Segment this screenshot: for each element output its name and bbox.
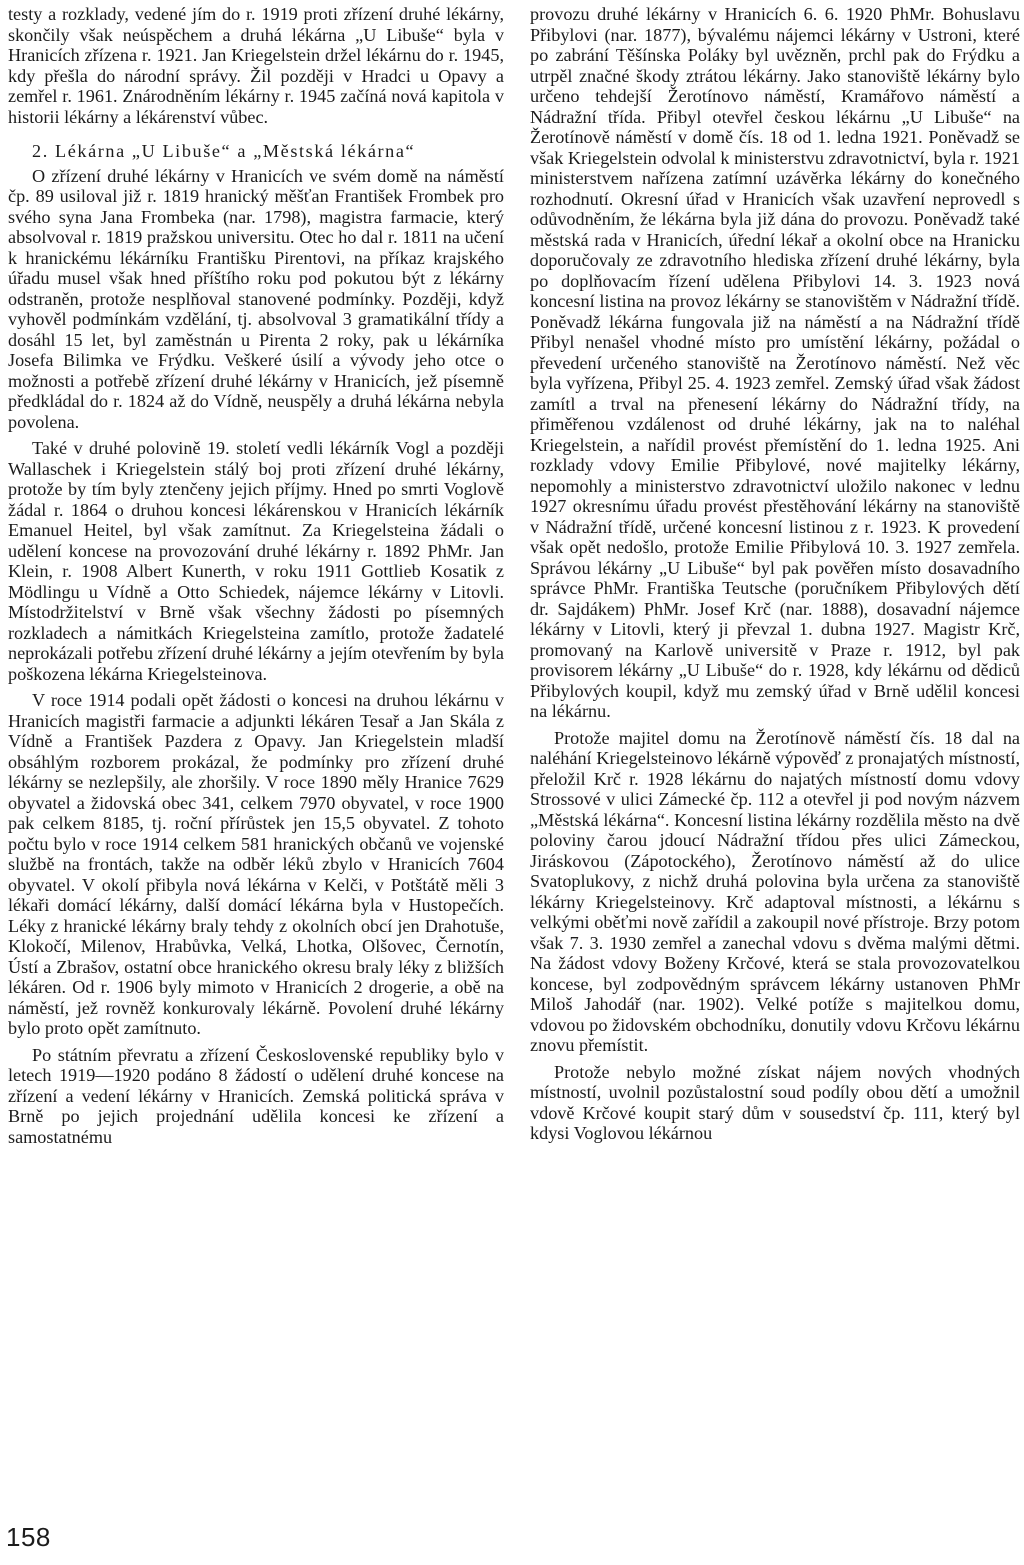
paragraph: testy a rozklady, vedené jím do r. 1919 proti zřízení druhé lékárny, skončily však neúspěchem a druhá lékárna „U Libuše“ byla v Hranicích zřízena r. 1921. Jan Kriegelstein držel lékárnu do r. 1945, kdy přešla do národní správy. Žil později v Hradci u Opavy a zemřel r. 1961. Znárodněním lékárny r. 1945 začíná nová kapitola v historii lékárny a lékárenství vůbec. — [8, 4, 504, 127]
paragraph: provozu druhé lékárny v Hranicích 6. 6. 1920 PhMr. Bohuslavu Přibylovi (nar. 1877), bývalému nájemci lékárny v Ustroni, které po zabrání Těšínska Poláky byl uvězněn, prchl pak do Frýdku a utrpěl značné škody ztrátou lékárny. Jako stanoviště lékárny bylo určeno tehdejší Žerotínovo náměstí, Kramářovo náměstí a Nádražní třída. Přibyl otevřel českou lékárnu „U Libuše“ na Žerotínově náměstí v domě čís. 18 od 1. ledna 1921. Poněvadž se však Kriegelstein odvolal k ministerstvu zdravotnictví, byla r. 1921 ministerstvem nařízena zatímní uzávěrka lékárny do konečného rozhodnutí. Okresní úřad v Hranicích však uzavření neprovedl s odůvodněním, že lékárna byla již dána do provozu. Poněvadž také městská rada v Hranicích, úřední lékař a okolní obce na Hranicku doporučovaly ze zdravotního hlediska zřízení druhé lékárny, byla po doplňovacím řízení udělena Přibylovi 14. 3. 1923 nová koncesní listina na provoz lékárny se stanovištěm v Nádražní třídě. Poněvadž lékárna fungovala již na náměstí a na Nádražní třídě Přibyl nenašel vhodné místo pro umístění lékárny, požádal o převedení určeného stanoviště na Žerotínovo náměstí. Než věc byla vyřízena, Přibyl 25. 4. 1923 zemřel. Zemský úřad však žádost zamítl a trval na přenesení lékárny do Nádražní třídy, na přiměřenou vzdálenost od druhé lékárny, jak na to naléhal Kriegelstein, a nařídil provést přemístění do 1. ledna 1925. Ani rozklady vdovy Emilie Přibylové, nové majitelky lékárny, nepomohly a ministerstvo zdravotnictví uložilo nakonec v lednu 1927 okresnímu úřadu provést přestěhování lékárny na stanoviště v Nádražní třídě, určené koncesní listinou z r. 1923. K provedení však opět nedošlo, protože Emilie Přibylová 10. 3. 1927 zemřela. Správou lékárny „U Libuše“ byl pak pověřen místo dosavadního správce PhMr. Františka Teutsche (poručníkem Přibylových dětí dr. Sajdákem) PhMr. Josef Krč (nar. 1888), dosavadní nájemce lékárny v Litovli, který ji převzal 1. dubna 1927. Magistr Krč, promovaný na Karlově universitě v Praze r. 1912, byl pak provisorem lékárny „U Libuše“ do r. 1928, kdy lékárnu od dědiců Přibylových koupil, když mu zemský úřad v Brně udělil koncesi na lékárnu. — [530, 4, 1020, 721]
paragraph: Také v druhé polovině 19. století vedli lékárník Vogl a později Wallaschek i Kriegelstein stálý boj proti zřízení druhé lékárny, protože by tím byly ztenčeny jejich příjmy. Hned po smrti Voglově žádal r. 1864 o druhou koncesi lékárenskou v Hranicích lékárník Emanuel Heitel, byl však zamítnut. Za Kriegelsteina žádali o udělení koncese na provozování druhé lékárny r. 1892 PhMr. Jan Klein, r. 1908 Albert Kunerth, v roku 1911 Gottlieb Kosatik z Mödlingu u Vídně a Otto Schiedek, nájemce lékárny v Litovli. Místodržitelství v Brně však všechny žádosti po písemných rozkladech a námitkách Kriegelsteina zamítlo, protože žadatelé neprokázali potřebu zřízení druhé lékárny a jejím otevřením by byla poškozena lékárna Kriegelsteinova. — [8, 438, 504, 684]
page-number: 158 — [6, 1522, 51, 1552]
paragraph: O zřízení druhé lékárny v Hranicích ve svém domě na náměstí čp. 89 usiloval již r. 1819 hranický měšťan František Frombek pro svého syna Jana Frombeka (nar. 1798), magistra farmacie, který absolvoval r. 1819 pražskou universitu. Otec ho dal r. 1811 na učení k hranickému lékárníku Františku Pirentovi, na příkaz krajského úřadu musel však hned příštího roku pod pokutou být z lékárny odstraněn, protože nesplňoval stanovené podmínky. Později, když vyhověl podmínkám vzdělání, tj. absolvoval 3 gramatikální třídy a dosáhl 15 let, byl zaměstnán u Pirenta 2 roky, pak u lékárníka Josefa Bilimka ve Frýdku. Veškeré úsilí a vývody jeho otce o možnosti a potřebě zřízení druhé lékárny v Hranicích, jež písemně předkládal do r. 1824 až do Vídně, neuspěly a druhá lékárna nebyla povolena. — [8, 165, 504, 432]
paragraph: V roce 1914 podali opět žádosti o koncesi na druhou lékárnu v Hranicích magistři farmacie a adjunkti lékáren Tesař a Jan Skála z Vídně a František Pazdera z Opavy. Jan Kriegelstein mladší obsáhlým rozborem prokázal, že podmínky pro zřízení druhé lékárny se nezlepšily, ale zhoršily. V roce 1890 měly Hranice 7629 obyvatel a židovská obec 341, celkem 7970 obyvatel, v roce 1900 pak celkem 8185, tj. roční přírůstek jen 15,5 obyvatel. Z tohoto počtu bylo v roce 1914 celkem 581 hranických občanů ve vojenské službě na frontách, takže na odběr léků zbylo v Hranicích 7604 obyvatel. V okolí přibyla nová lékárna v Kelči, v Potštátě měli 3 lékaři domácí lékárny, další domácí lékárna byla v Hustopečích. Léky z hranické lékárny braly tehdy z okolních obcí jen Drahotuše, Klokočí, Milenov, Hrabůvka, Velká, Lhotka, Olšovec, Černotín, Ústí a Zbrašov, ostatní obce hranického okresu braly léky z bližších lékáren. Od r. 1906 byly mimoto v Hranicích 2 drogerie, a obě na náměstí, jež rovněž konkurovaly lékárně. Povolení druhé lékárny bylo proto opět zamítnuto. — [8, 690, 504, 1038]
left-column — [8, 4, 504, 1147]
paragraph: Protože majitel domu na Žerotínově náměstí čís. 18 dal na naléhání Kriegelsteinovo lékárně výpověď z pronajatých místností, přeložil Krč r. 1928 lékárnu do najatých místností domu vdovy Strossové v ulici Zámecké čp. 112 a otevřel ji pod novým názvem „Městská lékárna“. Koncesní listina lékárny rozdělila město na dvě poloviny čarou jdoucí Nádražní třídou přes ulici Zámeckou, Jiráskovou (Zápotockého), Žerotínovo náměstí až do ulice Svatoplukovy, z nichž druhá polovina byla určena za stanoviště lékárny Kriegelsteinovy. Krč adaptoval místnosti, a lékárnu s velkými oběťmi nově zařídil a zakoupil nové přístroje. Brzy potom však 7. 3. 1930 zemřel a zanechal vdovu s dvěma malými dětmi. Na žádost vdovy Boženy Krčové, která se stala provozovatelkou koncese, byl zodpovědným správcem lékárny ustanoven PhMr Miloš Jahodář (nar. 1902). Velké potíže s majitelkou domu, vdovou po židovském obchodníku, donutily vdovu Krčovu lékárnu znovu přemístit. — [530, 727, 1020, 1055]
paragraph: Po státním převratu a zřízení Československé republiky bylo v letech 1919—1920 podáno 8 žádostí o udělení druhé koncese na zřízení a vedení lékárny v Hranicích. Zemská politická správa v Brně po jejich projednání udělila koncesi ke zřízení a samostatnému — [8, 1044, 504, 1147]
paragraph: Protože nebylo možné získat nájem nových vhodných místností, uvolnil pozůstalostní soud podíly obou dětí a umožnil vdově Krčové koupit starý dům v sousedství čp. 111, který byl kdysi Voglovou lékárnou — [530, 1061, 1020, 1143]
section-heading: 2. Lékárna „U Libuše“ a „Městská lékárna“ — [32, 141, 416, 161]
right-column — [530, 4, 1020, 1144]
